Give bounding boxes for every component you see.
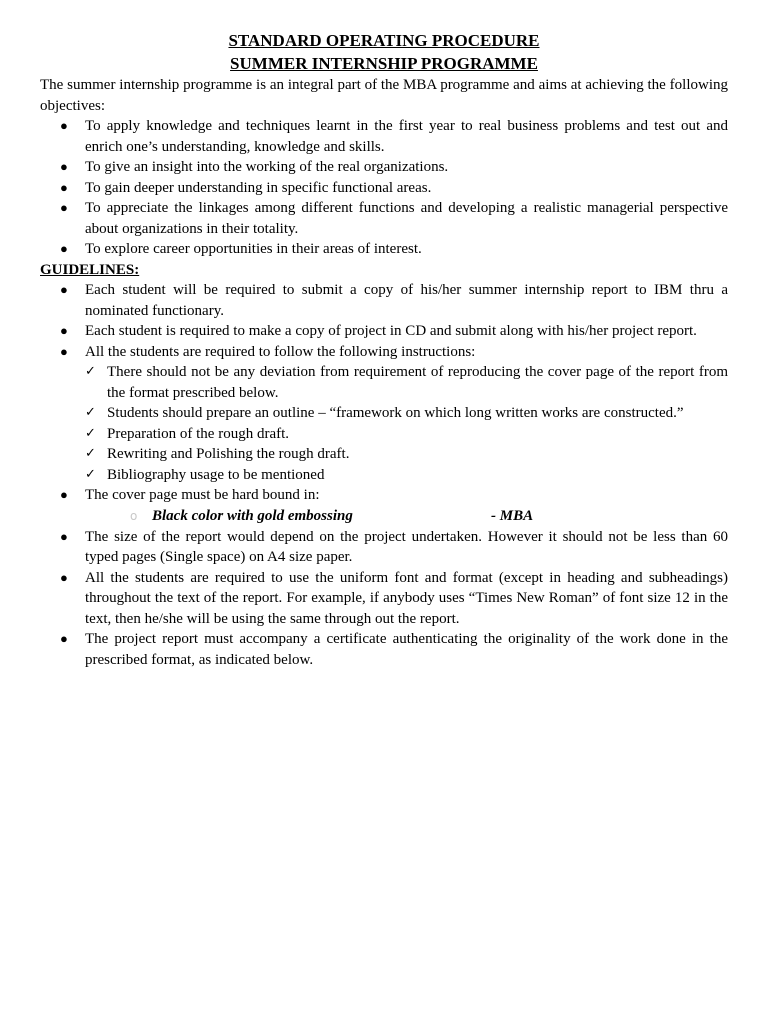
instruction-text: There should not be any deviation from requirement of reproducing the cover page of the report from the format prescribed below. [107, 364, 728, 401]
document-subtitle: SUMMER INTERNSHIP PROGRAMME [230, 54, 538, 73]
guidelines-heading: GUIDELINES: [40, 261, 140, 278]
document-title: STANDARD OPERATING PROCEDURE [228, 31, 540, 50]
objective-text: To explore career opportunities in their areas of interest. [85, 241, 422, 257]
guideline-text: The project report must accompany a certificate authenticating the originality of the work done in the prescribed format, as indicated below. [85, 631, 728, 668]
bullet-dot-icon: ● [60, 282, 68, 297]
bullet-dot-icon: ● [60, 569, 68, 585]
objective-text: To give an insight into the working of the real organizations. [85, 159, 449, 175]
list-item [40, 116, 728, 157]
bullet-dot-icon: ● [60, 118, 68, 133]
instruction-text: Students should prepare an outline – “framework on which long written works are constructed.” [107, 405, 684, 421]
list-item [40, 568, 728, 630]
list-item [40, 342, 728, 486]
list-item [85, 465, 728, 486]
list-item [40, 321, 728, 342]
list-item [40, 280, 728, 321]
cover-color-text: Black color with gold embossing [152, 507, 353, 524]
objective-text: To gain deeper understanding in specific functional areas. [85, 179, 432, 196]
cover-spec-row [40, 506, 728, 527]
document-content [40, 29, 728, 670]
bullet-dot-icon: ● [60, 200, 68, 215]
checkmark-icon: ✓ [85, 466, 96, 482]
instruction-text: Preparation of the rough draft. [107, 425, 290, 442]
list-item [40, 198, 728, 239]
list-item [40, 485, 728, 506]
guidelines-list-continued [40, 527, 728, 671]
objectives-list [40, 116, 728, 260]
list-item [40, 178, 728, 199]
list-item [40, 527, 728, 568]
instructions-list [85, 362, 728, 485]
objective-text: To appreciate the linkages among different functions and developing a realistic managerial perspective about organizations in their totality. [85, 200, 728, 237]
list-item [85, 362, 728, 403]
objective-text: To apply knowledge and techniques learnt in the first year to real business problems and test out and enrich one’s understanding, knowledge and skills. [85, 118, 728, 155]
checkmark-icon: ✓ [85, 446, 96, 461]
list-item [85, 424, 728, 445]
bullet-dot-icon: ● [60, 159, 68, 174]
intro-paragraph: The summer internship programme is an integral part of the MBA programme and aims at achieving the following objectives: [40, 77, 728, 114]
list-item [85, 403, 728, 424]
hollow-circle-icon: o [130, 508, 138, 523]
guideline-text: Each student is required to make a copy of project in CD and submit along with his/her project report. [85, 323, 697, 339]
guideline-text: The cover page must be hard bound in: [85, 487, 320, 503]
bullet-dot-icon: ● [60, 241, 68, 256]
bullet-dot-icon: ● [60, 343, 68, 359]
checkmark-icon: ✓ [85, 425, 96, 441]
list-item [40, 157, 728, 178]
instruction-text: Rewriting and Polishing the rough draft. [107, 446, 350, 462]
list-item [40, 629, 728, 670]
guideline-text: Each student will be required to submit a copy of his/her summer internship report to IBM thru a nominated functionary. [85, 282, 728, 319]
cover-program-text: - MBA [491, 507, 534, 524]
bullet-dot-icon: ● [60, 528, 68, 544]
guideline-text: The size of the report would depend on the project undertaken. However it should not be less than 60 typed pages (Single space) on A4 size paper. [85, 528, 728, 565]
checkmark-icon: ✓ [85, 405, 96, 420]
list-item [85, 444, 728, 465]
bullet-dot-icon: ● [60, 323, 68, 338]
guideline-text: All the students are required to follow the following instructions: [85, 343, 476, 360]
bullet-dot-icon: ● [60, 487, 68, 502]
checkmark-icon: ✓ [85, 364, 96, 379]
guideline-text: All the students are required to use the uniform font and format (except in heading and subheadings) throughout the text of the report. For example, if anybody uses “Times New Roman” of font size 12 in the text, then he/she will be using the same through out the report. [85, 569, 728, 627]
list-item [40, 239, 728, 260]
guidelines-list [40, 280, 728, 506]
bullet-dot-icon: ● [60, 179, 68, 195]
instruction-text: Bibliography usage to be mentioned [107, 466, 325, 483]
bullet-dot-icon: ● [60, 631, 68, 646]
